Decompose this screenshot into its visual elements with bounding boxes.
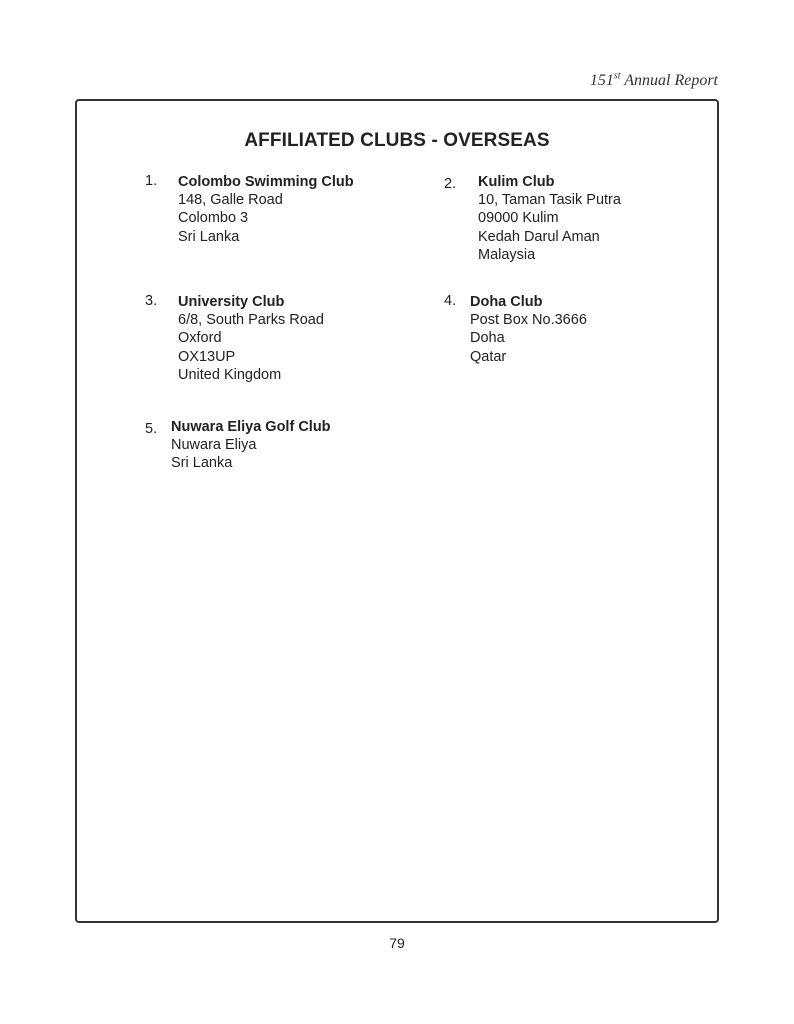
club-address-line: Sri Lanka [171, 455, 233, 472]
report-ordinal-suffix: st [613, 70, 621, 82]
club-details [178, 173, 354, 246]
club-details [171, 418, 331, 473]
club-address-line: 09000 Kulim [478, 210, 559, 227]
club-number: 4. [444, 293, 457, 309]
page-number: 79 [389, 935, 405, 951]
club-address-line: Post Box No.3666 [470, 312, 587, 329]
club-address-line: Nuwara Eliya [171, 437, 257, 454]
club-address-line: Oxford [178, 330, 222, 347]
club-name: Nuwara Eliya Golf Club [171, 419, 331, 435]
page-title: AFFILIATED CLUBS - OVERSEAS [244, 130, 550, 151]
club-address-line: Malaysia [478, 246, 536, 263]
club-number: 1. [145, 173, 158, 189]
club-number: 2. [444, 176, 457, 192]
club-details [478, 173, 621, 264]
running-header [590, 72, 718, 90]
club-address-line: Doha [470, 330, 505, 347]
club-number: 3. [145, 293, 158, 309]
club-address-line: 6/8, South Parks Road [178, 312, 324, 329]
club-address-line: United Kingdom [178, 366, 282, 383]
club-address-line: 10, Taman Tasik Putra [478, 192, 621, 209]
club-address-line: Kedah Darul Aman [478, 228, 600, 245]
club-name: Kulim Club [478, 174, 555, 190]
club-details [178, 293, 324, 384]
report-label: Annual Report [624, 72, 718, 89]
club-address-line: Qatar [470, 348, 507, 365]
club-address-line: OX13UP [178, 348, 236, 365]
club-address-line: Colombo 3 [178, 210, 249, 227]
club-details [470, 293, 587, 366]
club-name: Colombo Swimming Club [178, 174, 354, 190]
club-address-line: 148, Galle Road [178, 192, 283, 209]
club-address-line: Sri Lanka [178, 228, 240, 245]
club-name: Doha Club [470, 294, 543, 310]
club-name: University Club [178, 294, 285, 310]
report-ordinal-number: 151 [589, 72, 614, 89]
club-number: 5. [145, 421, 158, 437]
page-frame [75, 99, 719, 923]
